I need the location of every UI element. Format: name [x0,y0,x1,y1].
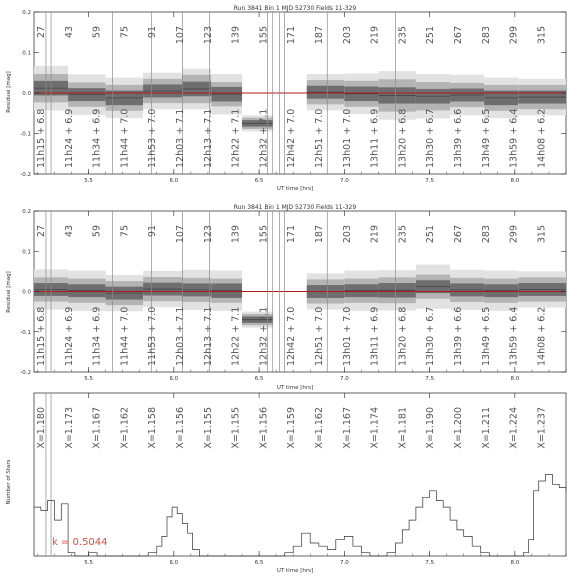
field-number-label: 155 [258,225,270,244]
field-time-label: 11h15 + 6.8 [36,306,47,366]
airmass-label: X=1.156 [175,407,186,449]
field-time-label: 11h44 + 7.0 [119,108,131,168]
field-time-label: 11h15 + 6.8 [36,108,47,168]
x-tick-label: 6.5 [254,560,264,566]
y-tick-label: 0.0 [22,289,31,296]
airmass-label: X=1.174 [369,407,381,449]
field-time-label: 12h32 + 7.1 [258,108,270,168]
field-time-label: 11h24 + 6.9 [63,306,75,366]
field-number-label: 251 [425,225,437,244]
field-time-label: 13h39 + 6.6 [453,108,464,168]
field-time-label: 13h20 + 6.8 [397,306,409,366]
field-number-label: 107 [175,26,186,45]
field-time-label: 13h59 + 6.4 [508,306,520,366]
field-number-label: 235 [397,26,409,45]
field-number-label: 27 [36,225,47,238]
field-number-label: 283 [480,26,492,45]
x-tick-label: 6.0 [169,560,179,566]
field-time-label: 12h03 + 7.1 [175,108,186,168]
residual-panel-1 [6,5,566,192]
field-number-label: 267 [453,26,464,45]
airmass-label: X=1.159 [286,407,298,449]
y-tick-label: -0.1 [20,131,31,138]
x-tick-label: 5.5 [84,376,93,382]
x-tick-label: 7.0 [339,560,349,566]
x-tick-label: 6.5 [254,178,264,184]
field-time-label: 13h11 + 6.9 [369,306,381,366]
x-tick-label: 8.0 [510,560,520,566]
field-time-label: 13h20 + 6.8 [397,108,409,168]
panel-1-xlabel: UT time [hrs] [276,186,314,192]
field-time-label: 13h49 + 6.5 [480,306,492,366]
field-time-label: 13h01 + 7.0 [341,306,353,366]
extinction-coefficient-label: k = 0.5044 [52,537,108,548]
panel-2-title: Run 3841 Bin 1 MJD 52730 Fields 11-329 [233,204,357,211]
field-time-label: 13h30 + 6.7 [425,108,437,168]
airmass-label: X=1.180 [36,407,47,449]
airmass-label: X=1.167 [91,407,103,449]
field-number-label: 187 [314,26,325,45]
field-time-label: 11h34 + 6.9 [91,108,103,168]
field-number-label: 91 [147,225,159,238]
y-tick-label: 0.1 [22,50,31,57]
field-number-label: 251 [425,26,437,45]
field-number-label: 75 [119,225,131,238]
airmass-label: X=1.162 [119,407,131,449]
field-number-label: 139 [230,26,242,45]
airmass-label: X=1.162 [314,407,325,449]
field-number-label: 219 [369,225,381,244]
field-time-label: 12h13 + 7.1 [202,108,214,168]
y-tick-label: -0.1 [20,329,31,336]
field-number-label: 59 [91,225,103,238]
field-time-label: 13h59 + 6.4 [508,108,520,168]
panel-2-ylabel: Residual [mag] [6,271,12,313]
field-number-label: 187 [314,225,325,244]
field-number-label: 43 [63,26,75,39]
y-tick-label: 0.0 [22,91,31,97]
airmass-label: X=1.155 [230,407,242,449]
field-time-label: 11h34 + 6.9 [91,306,103,366]
field-time-label: 13h01 + 7.0 [341,108,353,168]
panel-1-ylabel: Residual [mag] [6,71,12,113]
field-number-label: 123 [202,26,214,45]
panel-2-xlabel: UT time [hrs] [276,385,314,391]
x-tick-label: 6.0 [169,376,179,382]
field-number-label: 219 [369,26,381,45]
field-time-label: 12h42 + 7.0 [286,108,298,168]
field-time-label: 12h13 + 7.1 [202,306,214,366]
field-time-label: 13h39 + 6.6 [453,306,464,366]
y-tick-label: 0.2 [22,10,31,16]
x-tick-label: 7.5 [425,376,434,382]
airmass-label: X=1.200 [453,407,464,449]
field-number-label: 283 [480,225,492,244]
field-time-label: 12h42 + 7.0 [286,306,298,366]
panel-3-ylabel: Number of Stars [6,459,12,505]
field-time-label: 13h30 + 6.7 [425,306,437,366]
field-number-label: 27 [36,26,47,39]
airmass-label: X=1.156 [258,407,270,449]
x-tick-label: 7.0 [339,178,349,184]
field-number-label: 235 [397,225,409,244]
field-number-label: 171 [286,26,298,45]
field-time-label: 14h08 + 6.2 [536,306,548,366]
field-time-label: 12h32 + 7.1 [258,306,270,366]
field-number-label: 155 [258,26,270,45]
field-time-label: 11h44 + 7.0 [119,306,131,366]
field-number-label: 315 [536,26,548,45]
y-tick-label: 0.1 [22,249,31,256]
x-tick-label: 6.5 [254,376,264,382]
field-time-label: 12h51 + 7.0 [314,108,325,168]
airmass-label: X=1.237 [536,407,548,449]
field-number-label: 107 [175,225,186,244]
panel-1-title: Run 3841 Bin 1 MJD 52730 Fields 11-329 [233,5,357,12]
field-number-label: 43 [63,225,75,238]
x-tick-label: 7.5 [425,178,434,184]
airmass-label: X=1.173 [63,407,75,449]
field-number-label: 267 [453,225,464,244]
x-tick-label: 7.5 [425,560,434,566]
field-number-label: 75 [119,26,131,39]
panel-3-xlabel: UT time [hrs] [276,568,314,574]
star-count-histogram [34,475,566,557]
field-time-label: 14h08 + 6.2 [536,108,548,168]
field-number-label: 139 [230,225,242,244]
field-number-label: 171 [286,225,298,244]
field-number-label: 91 [147,26,159,39]
airmass-label: X=1.190 [425,407,437,449]
y-tick-label: -0.2 [20,370,31,376]
field-time-label: 12h51 + 7.0 [314,306,325,366]
field-time-label: 13h11 + 6.9 [369,108,381,168]
field-number-label: 299 [508,26,520,45]
x-tick-label: 8.0 [510,178,520,184]
field-time-label: 11h53 + 7.0 [147,108,159,168]
field-time-label: 12h03 + 7.1 [175,306,186,366]
field-time-label: 11h53 + 7.0 [147,306,159,366]
x-tick-label: 5.5 [84,560,93,566]
star-count-panel [6,393,566,574]
airmass-label: X=1.211 [480,407,492,449]
residual-panel-2 [6,204,566,391]
field-time-label: 11h24 + 6.9 [63,108,75,168]
field-time-label: 12h22 + 7.1 [230,306,242,366]
airmass-label: X=1.224 [508,407,520,449]
airmass-label: X=1.181 [397,407,409,449]
field-number-label: 123 [202,225,214,244]
field-number-label: 315 [536,225,548,244]
x-tick-label: 5.5 [84,178,93,184]
airmass-label: X=1.158 [147,407,159,449]
airmass-label: X=1.155 [202,407,214,449]
y-tick-label: -0.2 [20,172,31,178]
field-time-label: 13h49 + 6.5 [480,108,492,168]
x-tick-label: 6.0 [169,178,179,184]
field-time-label: 12h22 + 7.1 [230,108,242,168]
field-number-label: 59 [91,26,103,39]
x-tick-label: 8.0 [510,376,520,382]
field-number-label: 203 [341,225,353,244]
field-number-label: 299 [508,225,520,244]
x-tick-label: 7.0 [339,376,349,382]
airmass-label: X=1.167 [341,407,353,449]
field-number-label: 203 [341,26,353,45]
y-tick-label: 0.2 [22,209,31,215]
